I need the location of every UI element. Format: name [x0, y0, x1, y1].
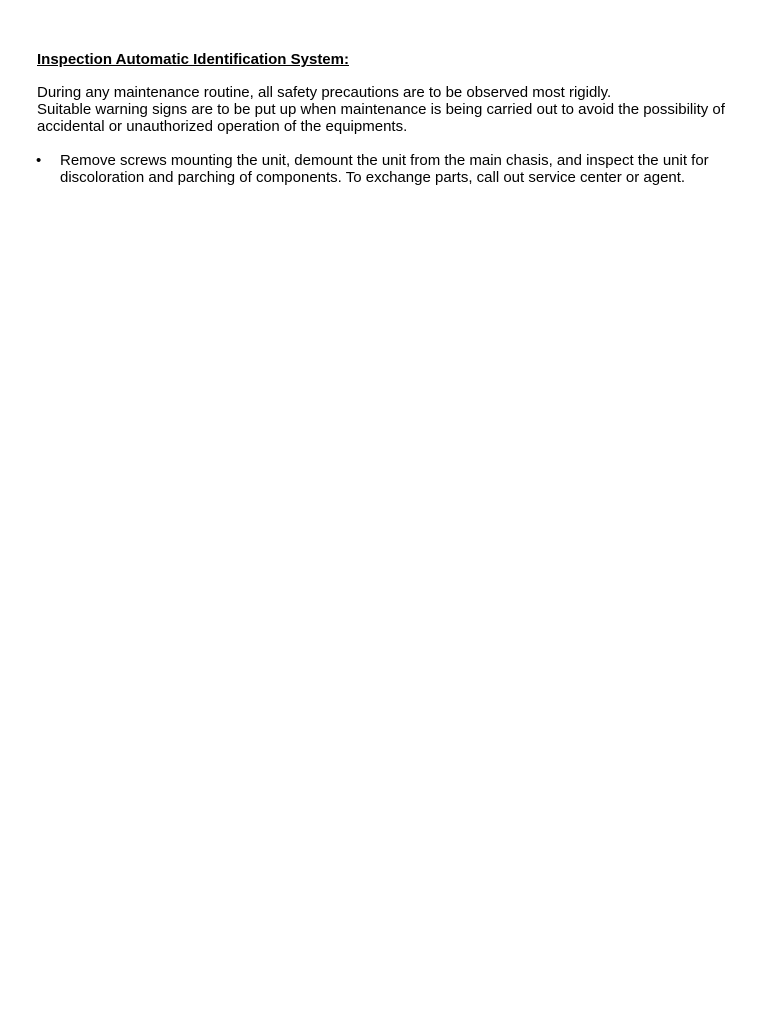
paragraph-line: During any maintenance routine, all safety precautions are to be observed most rigidly.	[37, 84, 612, 101]
safety-paragraph	[37, 84, 737, 135]
paragraph-line: Suitable warning signs are to be put up when maintenance is being carried out to avoid the possibility of accidental or unauthorized operation of the equipments.	[37, 101, 725, 135]
bullet-icon: •	[36, 152, 42, 169]
instruction-list	[37, 152, 737, 186]
list-item	[37, 152, 737, 186]
document-title: Inspection Automatic Identification System:	[37, 51, 349, 68]
list-item-text: Remove screws mounting the unit, demount the unit from the main chasis, and inspect the unit for discoloration and parching of components. To exchange parts, call out service center or agent.	[60, 152, 709, 186]
document-page	[37, 51, 737, 186]
